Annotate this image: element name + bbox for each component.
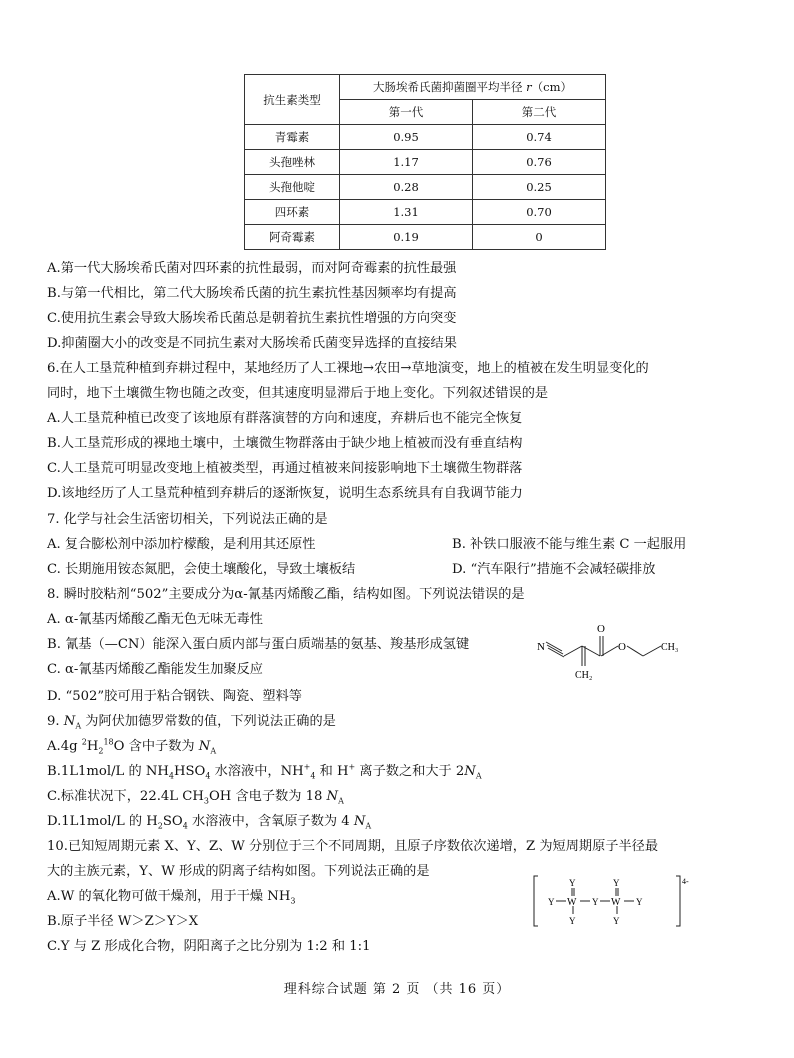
table-row: 阿奇霉素 0.19 0 — [245, 225, 606, 250]
structure-ch3: CH₃ — [661, 642, 679, 653]
q9-option-d: D.1L1mol/L 的 $H_2SO_4$ 水溶液中，含氧原子数为 4 $N_A$ — [47, 814, 372, 831]
table-header-main: 大肠埃希氏菌抑菌圈平均半径 r（cm） — [340, 75, 606, 100]
q8-option-c: C. α-氰基丙烯酸乙酯能发生加聚反应 — [47, 662, 263, 677]
table-row: 头孢他啶 0.28 0.25 — [245, 175, 606, 200]
table-col-gen1: 第一代 — [340, 100, 473, 125]
q10-option-c: C.Y 与 Z 形成化合物，阴阳离子之比分别为 1:2 和 1:1 — [47, 939, 371, 954]
anion-atom-w: W — [567, 897, 577, 908]
table-header-type: 抗生素类型 — [245, 75, 340, 125]
q6-option-a: A.人工垦荒种植已改变了该地原有群落演替的方向和速度，弃耕后也不能完全恢复 — [47, 411, 523, 426]
anion-charge: 4- — [682, 877, 689, 886]
table-row: 四环素 1.31 0.70 — [245, 200, 606, 225]
q10-stem-line2: 大的主族元素，Y、W 形成的阴离子结构如图。下列说法正确的是 — [47, 864, 430, 879]
q8-stem: 8. 瞬时胶粘剂“502”主要成分为α-氰基丙烯酸乙酯，结构如图。下列说法错误的是 — [47, 587, 525, 602]
q8-option-d: D. “502”胶可用于粘合钢铁、陶瓷、塑料等 — [47, 689, 302, 704]
q7-option-b: B. 补铁口服液不能与维生素 C 一起服用 — [452, 537, 687, 552]
cyanoacrylate-structure-diagram — [535, 620, 695, 700]
q10-option-a: A.W 的氧化物可做干燥剂，用于干燥 $NH_3$ — [47, 889, 296, 906]
anion-structure-diagram — [530, 872, 690, 930]
q10-option-b: B.原子半径 W＞Z＞Y＞X — [47, 914, 199, 929]
page-footer: 理科综合试题 第 2 页 （共 16 页） — [283, 982, 511, 997]
q6-option-c: C.人工垦荒可明显改变地上植被类型，再通过植被来间接影响地下土壤微生物群落 — [47, 461, 523, 476]
q5-option-c: C.使用抗生素会导致大肠埃希氏菌总是朝着抗生素抗性增强的方向突变 — [47, 311, 457, 326]
table-row: 青霉素 0.95 0.74 — [245, 125, 606, 150]
table-col-gen2: 第二代 — [473, 100, 606, 125]
q9-option-c: C.标准状况下，22.4L $CH_3OH$ 含电子数为 18 $N_A$ — [47, 789, 344, 806]
anion-atom-y: Y — [569, 878, 576, 888]
q8-option-b: B. 氰基（—CN）能深入蛋白质内部与蛋白质端基的氨基、羧基形成氢键 — [47, 637, 470, 652]
q6-option-b: B.人工垦荒形成的裸地土壤中，土壤微生物群落由于缺少地上植被而没有垂直结构 — [47, 436, 523, 451]
structure-atom-o-ester: O — [618, 641, 626, 653]
anion-atom-y: Y — [592, 897, 599, 907]
anion-atom-y: Y — [613, 878, 620, 888]
structure-atom-o-carbonyl: O — [597, 623, 605, 635]
anion-atom-w: W — [611, 897, 621, 908]
q5-option-a: A.第一代大肠埃希氏菌对四环素的抗性最弱，而对阿奇霉素的抗性最强 — [47, 261, 457, 276]
structure-ch2: CH₂ — [575, 670, 593, 681]
structure-atom-n: N — [537, 641, 545, 653]
anion-atom-y: Y — [569, 916, 576, 926]
q6-option-d: D.该地经历了人工垦荒种植到弃耕后的逐渐恢复，说明生态系统具有自我调节能力 — [47, 486, 523, 501]
q9-option-a: A.4g $^2H_2^{18}O$ 含中子数为 $N_A$ — [47, 737, 217, 756]
q6-stem-line1: 6.在人工垦荒种植到弃耕过程中，某地经历了人工裸地→农田→草地演变，地上的植被在发生明显变化的 — [47, 361, 649, 376]
q7-option-c: C. 长期施用铵态氮肥，会使土壤酸化，导致土壤板结 — [47, 562, 356, 577]
q8-option-a: A. α-氰基丙烯酸乙酯无色无味无毒性 — [47, 612, 263, 627]
antibiotic-table — [244, 74, 606, 250]
q5-option-d: D.抑菌圈大小的改变是不同抗生素对大肠埃希氏菌变异选择的直接结果 — [47, 336, 457, 351]
q9-stem: 9. $N_A$ 为阿伏加德罗常数的值，下列说法正确的是 — [47, 714, 336, 731]
anion-atom-y: Y — [636, 897, 643, 907]
q6-stem-line2: 同时，地下土壤微生物也随之改变，但其速度明显滞后于地上变化。下列叙述错误的是 — [47, 386, 549, 401]
anion-atom-y: Y — [548, 897, 555, 907]
table-row: 头孢唑林 1.17 0.76 — [245, 150, 606, 175]
anion-atom-y: Y — [613, 916, 620, 926]
q9-option-b: B.1L1mol/L 的 $NH_4HSO_4$ 水溶液中，$NH^+_4$ 和 H+ 离子数之和大于 $2N_A$ — [47, 762, 482, 781]
q7-option-a: A. 复合膨松剂中添加柠檬酸，是利用其还原性 — [47, 537, 316, 552]
q10-stem-line1: 10.已知短周期元素 X、Y、Z、W 分别位于三个不同周期，且原子序数依次递增，Z 为短周期原子半径最 — [47, 839, 659, 854]
q7-stem: 7. 化学与社会生活密切相关，下列说法正确的是 — [47, 512, 328, 527]
q5-option-b: B.与第一代相比，第二代大肠埃希氏菌的抗生素抗性基因频率均有提高 — [47, 286, 457, 301]
q7-option-d: D. “汽车限行”措施不会减轻碳排放 — [452, 562, 656, 577]
